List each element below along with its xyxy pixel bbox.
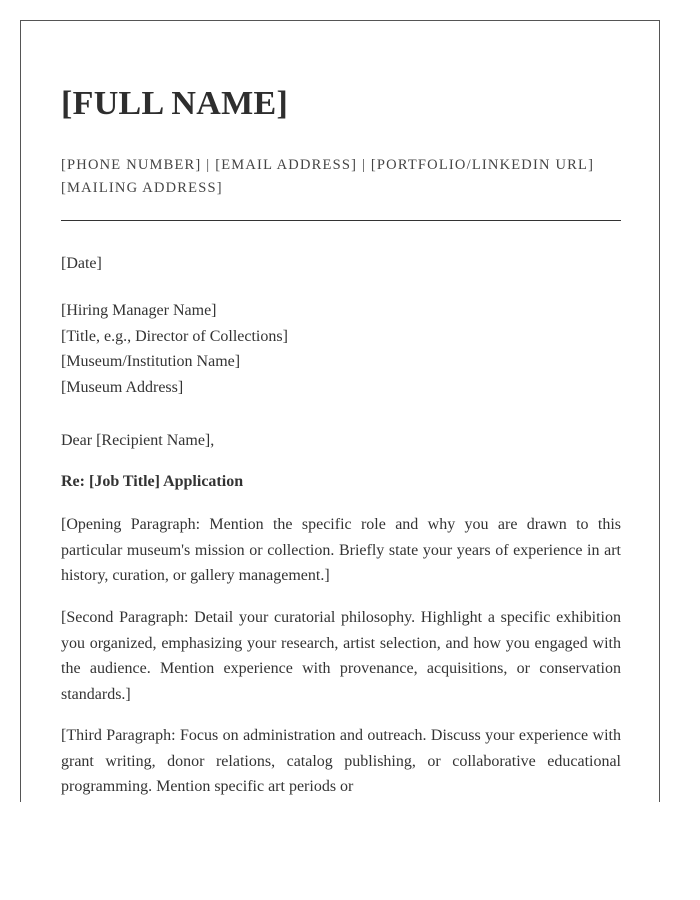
- recipient-title: [Title, e.g., Director of Collections]: [61, 327, 288, 345]
- recipient-address: [Museum Address]: [61, 379, 184, 397]
- letter-date: [Date]: [61, 255, 102, 272]
- contact-line-mailing-address: [MAILING ADDRESS]: [61, 180, 223, 196]
- contact-line-phone-email-portfolio: [PHONE NUMBER] | [EMAIL ADDRESS] | [PORTFOLIO/LINKEDIN URL]: [61, 157, 595, 173]
- third-paragraph: [Third Paragraph: Focus on administration and outreach. Discuss your experience with grant writing, donor relations, catalog publishing, or collaborative educational programming. Mention specific art periods or: [61, 727, 621, 795]
- recipient-name: [Hiring Manager Name]: [61, 302, 217, 319]
- opening-paragraph: [Opening Paragraph: Mention the specific role and why you are drawn to this particular museum's mission or collection. Briefly state your years of experience in art history, curation, or gallery management.]: [61, 516, 621, 584]
- applicant-name: [FULL NAME]: [61, 85, 289, 122]
- header-divider: [61, 220, 621, 221]
- second-paragraph: [Second Paragraph: Detail your curatorial philosophy. Highlight a specific exhibition you organized, emphasizing your research, artist selection, and how you engaged with the audience. Mention experience with provenance, acquisitions, or conservation standards.]: [61, 609, 621, 703]
- subject-line: Re: [Job Title] Application: [61, 473, 244, 490]
- recipient-block: [61, 298, 288, 401]
- letter-page: [20, 20, 660, 802]
- contact-info: [61, 154, 621, 200]
- salutation: Dear [Recipient Name],: [61, 432, 215, 449]
- recipient-institution: [Museum/Institution Name]: [61, 353, 241, 371]
